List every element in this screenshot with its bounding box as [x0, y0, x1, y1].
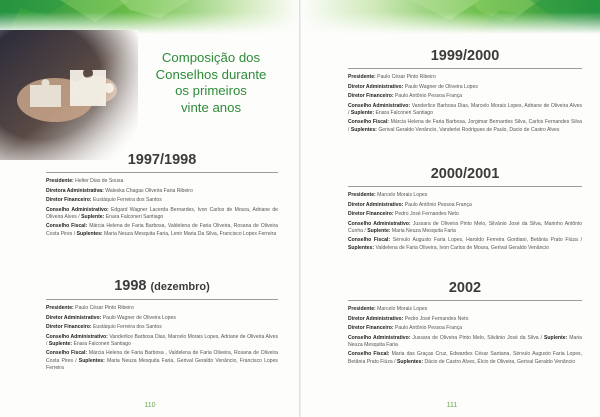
divider [348, 300, 582, 301]
section-2002 [348, 280, 582, 368]
entry-conselho-fiscal: Conselho Fiscal: Maria das Graças Cruz, Edwardes César Santana, Sérvulo Augusto Faria Lopes, Betânia Prato Fiúza / Suplentes: Dácio de Castro Alves, Élcio de Oliveira, Gerival Geraldo Venâncio [348, 351, 582, 365]
entry-diretor-financeiro: Diretor Financeiro: Pedro José Fernandes Neto [348, 211, 459, 218]
page-number: 111 [446, 402, 458, 409]
entry-presidente: Presidente: Marcelo Morais Lopes [348, 192, 428, 198]
entry-conselho-administrativo: Conselho Administrativo: Vanderlice Barbosa Dias, Marcelo Morais Lopes, Adriane de Oliveira Alves / Suplente: Enara Falconeri Santiago [348, 102, 582, 116]
entry-conselho-fiscal: Conselho Fiscal: Sérvulo Augusto Faria Lopes, Haroldo Ferreira Gordiani, Betânia Prato Fiúza / Suplentes: Valdelena de Faria Oliveira, Ivon Carlos de Moura, Gerival Geraldo Venâncio [348, 237, 582, 251]
heading-line: os primeiros [175, 83, 247, 98]
section-title: 1999/2000 [430, 48, 500, 64]
section-1998-dezembro [46, 278, 278, 374]
divider [348, 186, 582, 187]
entry-conselho-fiscal: Conselho Fiscal: Márcia Helena de Faria Barbosa, Jorgimar Bernardes Silva, Carlos Fernandes Silva / Suplentes: Gerival Geraldo Venâncio, Vanderlei Rodrigues de Paulo, Dacio de Castro Alves [348, 119, 582, 133]
divider [348, 68, 582, 69]
entry-conselho-administrativo: Conselho Administrativo: Jussara de Oliveira Pinto Melo, Silvânio José da Silva, Marinho Antônio Cunha / Suplente: Maria Neuza Mesquita Faria [348, 220, 583, 234]
book-spine [299, 0, 301, 417]
entry-diretor-administrativo: Diretor Administrativo: Paulo Wagner de Oliveira Lopes [46, 314, 176, 321]
entry-presidente: Presidente: Helter Dias de Sousa [46, 178, 124, 184]
section-title: 2002 [448, 280, 482, 296]
entry-diretor-administrativo: Diretor Administrativo: Paulo Wagner de Oliveira Lopes [348, 83, 478, 90]
divider [46, 172, 278, 173]
section-1997-1998 [46, 152, 278, 240]
section-title: 1998 (dezembro) [114, 278, 210, 294]
entry-presidente: Presidente: Paulo César Pinto Ribeiro [46, 305, 134, 311]
section-2000-2001 [348, 166, 582, 254]
entry-diretor-financeiro: Diretor Financeiro: Eustáquio Ferreira dos Santos [46, 324, 162, 331]
entry-conselho-administrativo: Conselho Administrativo: Edgard Wagner Lacerda Bernardes, Ivon Carlos de Moura, Adriane de Oliveira Alves / Suplente: Enara Falconeri Santiago [46, 206, 278, 220]
section-title: 2000/2001 [430, 166, 500, 182]
entry-conselho-fiscal: Conselho Fiscal: Márcia Helena de Faria Barbosa, Valdelena de Faria Oliveira, Rosana de Oliveira Costa Pires / Suplentes: Maria Neuza Mesquita Faria, Lenir Maria Da Silva, Francisco Lopes Ferreira [46, 223, 279, 237]
entry-presidente: Presidente: Paulo César Pinto Ribeiro [348, 74, 436, 80]
heading-line: Composição dos [161, 50, 261, 65]
section-1999-2000 [348, 48, 582, 136]
green-banner [0, 0, 300, 34]
section-title: 1997/1998 [127, 152, 197, 168]
entry-conselho-administrativo: Conselho Administrativo: Vanderlice Barbosa Dias, Marcelo Morais Lopes, Adriane de Oliveira Alves / Suplente: Enara Falconeri Santiago [46, 333, 278, 347]
entry-diretor-financeiro: Diretor Financeiro: Paulo Antônio Pessoa França [348, 93, 463, 100]
entry-diretor-financeiro: Diretor Financeiro: Paulo Antônio Pessoa França [348, 325, 463, 332]
entry-diretora-administrativa: Diretora Administrativa: Waleska Chagas Oliveira Faria Ribeiro [46, 187, 193, 194]
heading-line: Conselhos durante [155, 66, 267, 82]
entry-diretor-administrativo: Diretor Administrativo: Paulo Antônio Pessoa França [348, 201, 472, 208]
divider [46, 299, 278, 300]
green-banner [300, 0, 600, 34]
heading-line: vinte anos [180, 99, 242, 115]
entry-conselho-fiscal: Conselho Fiscal: Márcia Helena de Faria Barbosa , Valdelena de Faria Oliveira, Rosana de Oliveira Costa Pires / Suplentes: Maria Neuza Mesquita Faria, Gerival Geraldo Venâncio, Francisco Lopes Ferreira [46, 350, 278, 371]
entry-diretor-administrativo: Diretor Administrativo: Pedro José Fernandes Neto [348, 315, 469, 322]
page-number: 110 [144, 402, 156, 409]
entry-conselho-administrativo: Conselho Administrativo: Jussara de Oliveira Pinto Melo, Silvânio José da Silva / Suplente: Maria Neuza Mesquita Faria [348, 334, 583, 348]
entry-diretor-financeiro: Diretor Financeiro: Eustáquio Ferreira dos Santos [46, 197, 162, 204]
puzzle-hands-photo [0, 30, 138, 160]
entry-presidente: Presidente: Marcelo Morais Lopes [348, 306, 428, 312]
page-heading [136, 50, 286, 116]
right-page [300, 0, 600, 417]
